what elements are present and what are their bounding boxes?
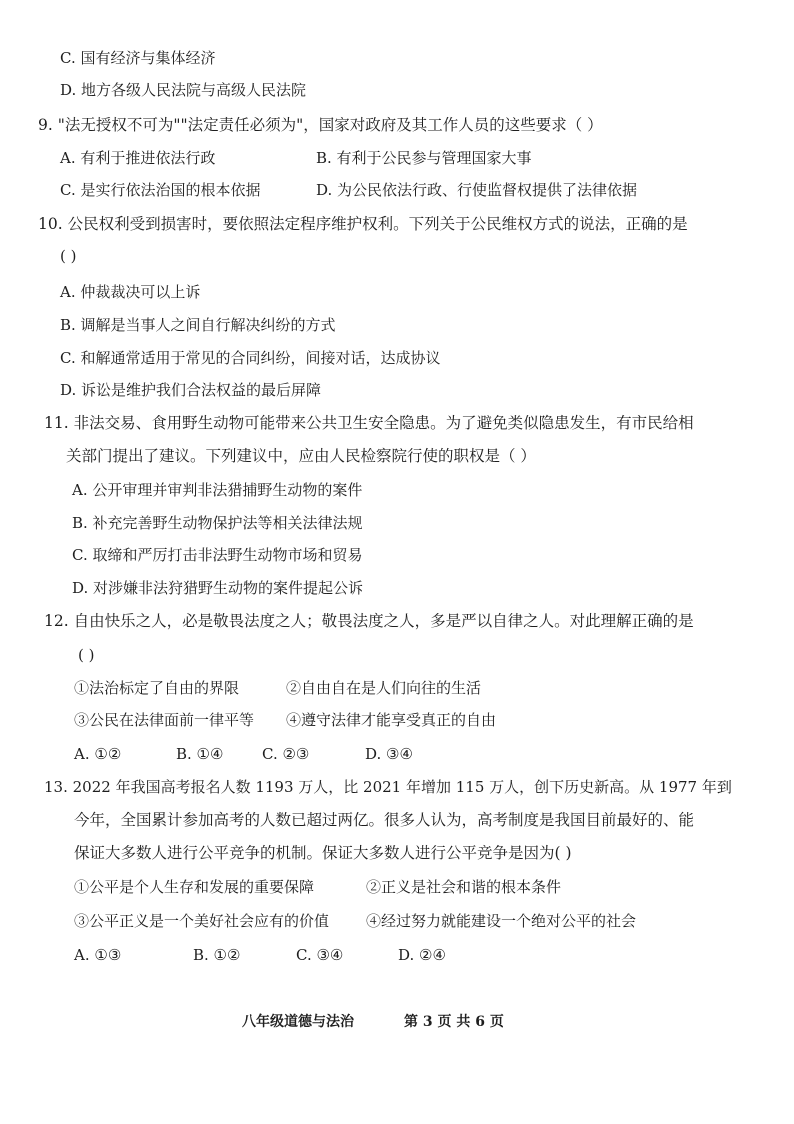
q11-option-a: A. 公开审理并审判非法猎捕野生动物的案件 — [72, 481, 363, 499]
q11-option-d: D. 对涉嫌非法狩猎野生动物的案件提起公诉 — [72, 579, 364, 597]
q12-stem-line2: ( ) — [78, 646, 95, 664]
q12-item-2: ②自由自在是人们向往的生活 — [286, 679, 482, 697]
q13-choice-c: C. ③④ — [296, 946, 344, 964]
q9-option-d: D. 为公民依法行政、行使监督权提供了法律依据 — [316, 181, 638, 199]
q12-item-4: ④遵守法律才能享受真正的自由 — [286, 711, 497, 729]
q9-option-a: A. 有利于推进依法行政 — [60, 149, 216, 167]
q10-stem-line2: ( ) — [60, 247, 77, 265]
q12-choice-b: B. ①④ — [176, 745, 224, 763]
q13-item-2: ②正义是社会和谐的根本条件 — [366, 878, 562, 896]
q11-option-c: C. 取缔和严厉打击非法野生动物市场和贸易 — [72, 546, 363, 564]
footer-subject: 八年级道德与法治 — [242, 1014, 354, 1030]
q8-option-d: D. 地方各级人民法院与高级人民法院 — [60, 81, 307, 99]
q12-choice-c: C. ②③ — [262, 745, 310, 763]
q11-stem-line1: 11. 非法交易、食用野生动物可能带来公共卫生安全隐患。为了避免类似隐患发生，有市民给相 — [44, 414, 694, 432]
q11-stem-line2: 关部门提出了建议。下列建议中，应由人民检察院行使的职权是（ ） — [66, 447, 536, 465]
q12-choice-d: D. ③④ — [365, 745, 413, 763]
footer-page-info: 第 3 页 共 6 页 — [404, 1014, 504, 1030]
q9-option-b: B. 有利于公民参与管理国家大事 — [316, 149, 532, 167]
q9-option-c: C. 是实行依法治国的根本依据 — [60, 181, 261, 199]
q10-option-a: A. 仲裁裁决可以上诉 — [60, 283, 201, 301]
q13-stem-line2: 今年，全国累计参加高考的人数已超过两亿。很多人认为，高考制度是我国目前最好的、能 — [74, 811, 695, 829]
q12-item-3: ③公民在法律面前一律平等 — [74, 711, 255, 729]
q13-choice-b: B. ①② — [193, 946, 241, 964]
q13-item-3: ③公平正义是一个美好社会应有的价值 — [74, 912, 330, 930]
q10-option-b: B. 调解是当事人之间自行解决纠纷的方式 — [60, 316, 336, 334]
q13-item-1: ①公平是个人生存和发展的重要保障 — [74, 878, 315, 896]
q9-stem: 9. "法无授权不可为""法定责任必须为"，国家对政府及其工作人员的这些要求（ ） — [38, 116, 603, 134]
q13-choice-a: A. ①③ — [74, 946, 122, 964]
q10-stem-line1: 10. 公民权利受到损害时，要依照法定程序维护权利。下列关于公民维权方式的说法，正确的是 — [38, 215, 688, 233]
q8-option-c: C. 国有经济与集体经济 — [60, 49, 216, 67]
q12-choice-a: A. ①② — [74, 745, 122, 763]
q12-item-1: ①法治标定了自由的界限 — [74, 679, 240, 697]
q13-item-4: ④经过努力就能建设一个绝对公平的社会 — [366, 912, 637, 930]
q10-option-d: D. 诉讼是维护我们合法权益的最后屏障 — [60, 381, 322, 399]
q13-choice-d: D. ②④ — [398, 946, 446, 964]
q11-option-b: B. 补充完善野生动物保护法等相关法律法规 — [72, 514, 363, 532]
q12-stem-line1: 12. 自由快乐之人，必是敬畏法度之人；敬畏法度之人，多是严以自律之人。对此理解正确的是 — [44, 612, 694, 630]
q13-stem-line1: 13. 2022 年我国高考报名人数 1193 万人，比 2021 年增加 115 万人，创下历史新高。从 1977 年到 — [44, 778, 732, 796]
q13-stem-line3: 保证大多数人进行公平竞争的机制。保证大多数人进行公平竞争是因为( ) — [74, 844, 572, 862]
q10-option-c: C. 和解通常适用于常见的合同纠纷，间接对话，达成协议 — [60, 349, 441, 367]
